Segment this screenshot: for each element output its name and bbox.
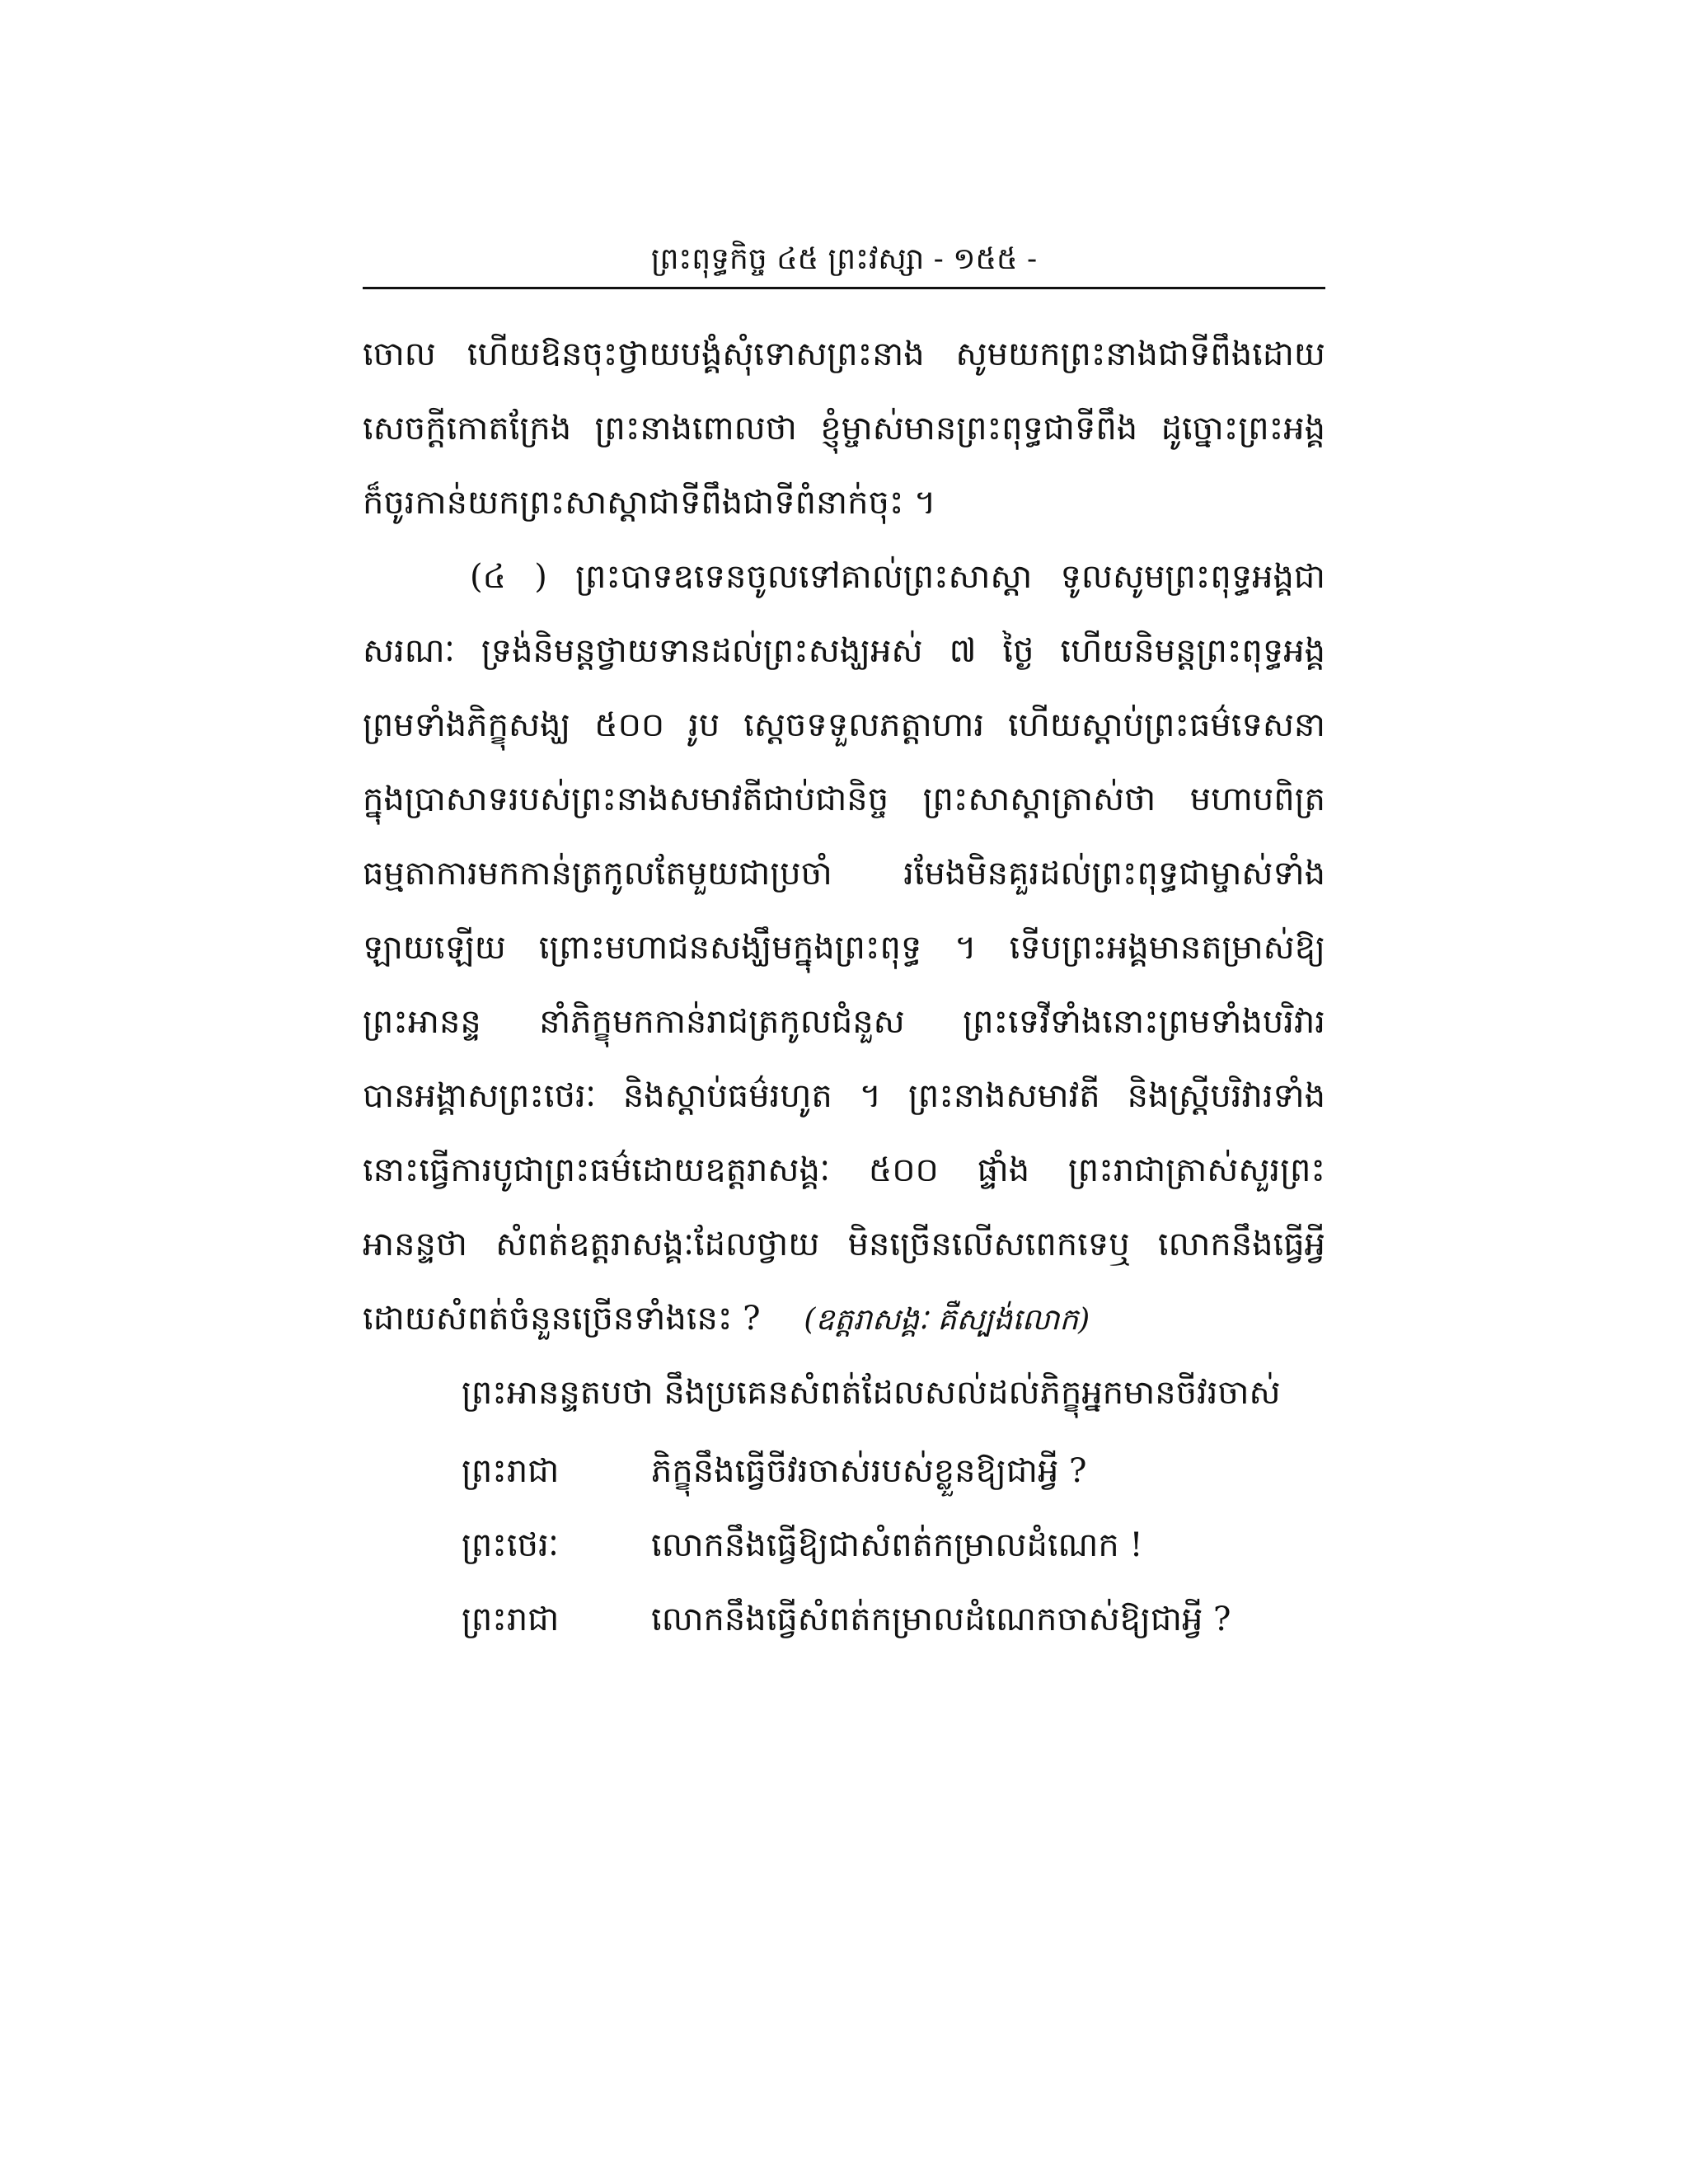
footnote-gloss: (ឧត្តរាសង្គៈ គឺស្បង់លោក) xyxy=(804,1303,1090,1337)
paragraph-line: ព្រមទាំងភិក្ខុសង្ឃ ៥០០ រូប ស្ដេចទទួលភត្តាហារ ហើយស្ដាប់ព្រះធម៌ទេសនា xyxy=(363,706,1325,744)
paragraph-line: ឡាយឡើយ ព្រោះមហាជនសង្ឃឹមក្នុងព្រះពុទ្ធ ។ ទើបព្រះអង្គមានតម្រាស់ឱ្យ xyxy=(363,929,1325,967)
paragraph-line: សរណៈ ទ្រង់និមន្តថ្វាយទានដល់ព្រះសង្ឃអស់ ៧ ថ្ងៃ ហើយនិមន្តព្រះពុទ្ធអង្គ xyxy=(363,632,1325,670)
dialogue-speaker: ព្រះថេរៈ xyxy=(462,1526,559,1564)
paragraph-line: (៤ ) ព្រះបាទឧទេនចូលទៅគាល់ព្រះសាស្ដា ទូលសូមព្រះពុទ្ធអង្គជា xyxy=(470,558,1325,596)
paragraph-line: បានអង្គាសព្រះថេរៈ និងស្ដាប់ធម៌រហូត ។ ព្រះនាងសមាវតី និងស្ត្រីបរិវារទាំង xyxy=(363,1077,1325,1115)
dialogue-block xyxy=(462,1434,1325,1657)
dialogue-text: ភិក្ខុនឹងធ្វើចីវរចាស់របស់ខ្លួនឱ្យជាអ្វី ? xyxy=(651,1452,1087,1490)
paragraph-line: ធម្មតាការមកកាន់ត្រកូលតែមួយជាប្រចាំ រមែងមិនគួរដល់ព្រះពុទ្ធជាម្ចាស់ទាំង xyxy=(363,855,1325,893)
paragraph-line: នោះធ្វើការបូជាព្រះធម៌ដោយឧត្តរាសង្គៈ ៥០០ ផ្ទាំង ព្រះរាជាត្រាស់សួរព្រះ xyxy=(363,1151,1325,1189)
header-divider xyxy=(363,287,1325,289)
dialogue-row xyxy=(462,1508,1325,1582)
paragraph-line: ព្រះអានន្ទតបថា នឹងប្រគេនសំពត់ដែលសល់ដល់ភិក្ខុអ្នកមានចីវរចាស់ xyxy=(462,1374,1281,1412)
paragraph-line xyxy=(363,1282,1325,1356)
dialogue-speaker: ព្រះរាជា xyxy=(462,1452,560,1490)
dialogue-text: លោកនឹងធ្វើសំពត់កម្រាលដំណេកចាស់ឱ្យជាអ្វី ? xyxy=(651,1601,1231,1638)
paragraph-line: ចោល ហើយឱនចុះថ្វាយបង្គំសុំទោសព្រះនាង សូមយកព្រះនាងជាទីពឹងដោយ xyxy=(363,335,1325,373)
paragraph-line: ក្នុងប្រាសាទរបស់ព្រះនាងសមាវតីជាប់ជានិច្ច ព្រះសាស្ដាត្រាស់ថា មហាបពិត្រ xyxy=(363,780,1325,818)
body-text xyxy=(363,317,1325,1430)
paragraph-line: អានន្ទថា សំពត់ឧត្តរាសង្គៈដែលថ្វាយ មិនច្រើនលើសពេកទេឬ លោកនឹងធ្វើអ្វី xyxy=(363,1226,1325,1263)
paragraph-line: ព្រះអានន្ទ នាំភិក្ខុមកកាន់រាជត្រកូលជំនួស ព្រះទេវីទាំងនោះព្រមទាំងបរិវារ xyxy=(363,1003,1325,1041)
dialogue-row xyxy=(462,1434,1325,1508)
page-header: ព្រះពុទ្ធកិច្ច ៤៥ ព្រះវស្សា - ១៥៥ - xyxy=(650,242,1038,276)
paragraph-line: សេចក្ដីកោតក្រែង ព្រះនាងពោលថា ខ្ញុំម្ចាស់មានព្រះពុទ្ធជាទីពឹង ដូច្នោះព្រះអង្គ xyxy=(363,410,1325,448)
paragraph-text: ដោយសំពត់ចំនួនច្រើនទាំងនេះ ? xyxy=(363,1300,761,1338)
dialogue-text: លោកនឹងធ្វើឱ្យជាសំពត់កម្រាលដំណេក ! xyxy=(651,1526,1143,1564)
dialogue-speaker: ព្រះរាជា xyxy=(462,1601,560,1638)
paragraph-line: ក៏ចូរកាន់យកព្រះសាស្ដាជាទីពឹងជាទីពំនាក់ចុះ ។ xyxy=(363,484,936,522)
dialogue-row xyxy=(462,1582,1325,1657)
